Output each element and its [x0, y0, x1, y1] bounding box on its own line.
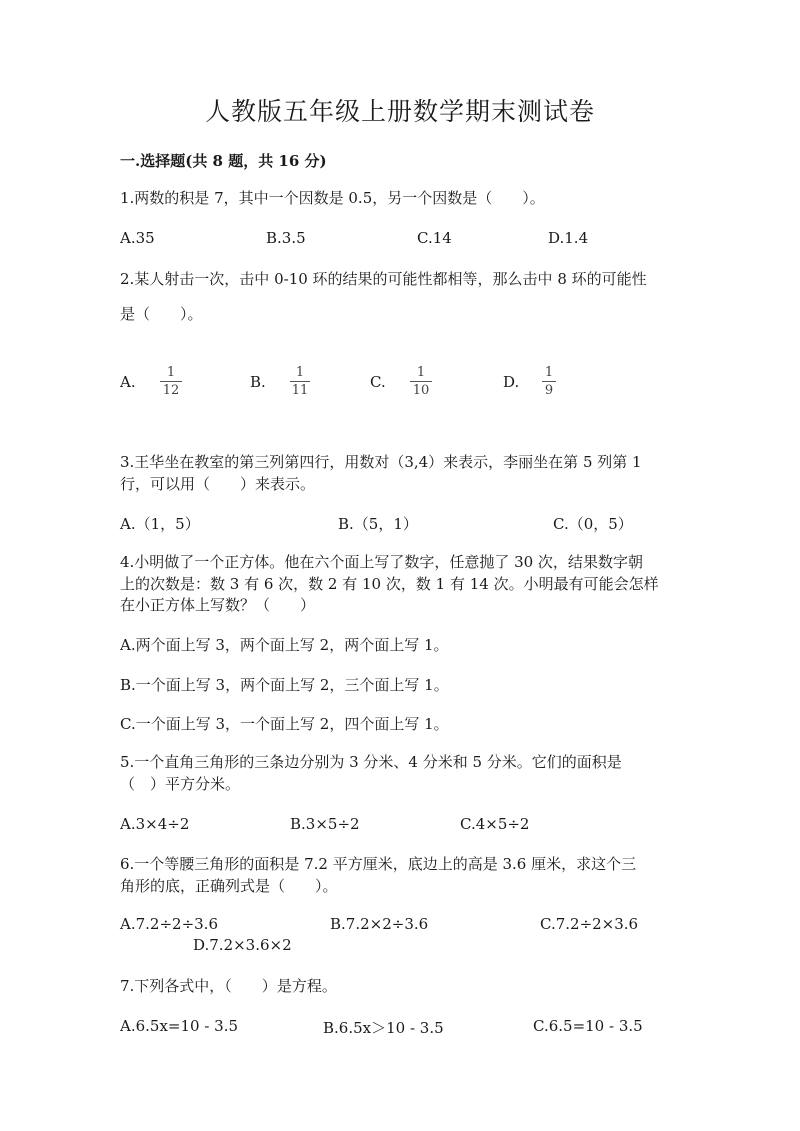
q5-option-c: C.4×5÷2	[460, 815, 530, 833]
q7-option-a: A.6.5x=10 - 3.5	[120, 1017, 239, 1035]
fraction-denominator: 10	[412, 383, 430, 398]
q7-option-c: C.6.5=10 - 3.5	[533, 1017, 643, 1035]
fraction-bar	[160, 381, 182, 382]
question-1: 1.两数的积是 7，其中一个因数是 0.5，另一个因数是（ ）。	[120, 189, 545, 207]
q1-option-c: C.14	[417, 229, 452, 247]
q3-option-c: C.（0，5）	[553, 515, 633, 533]
q2-option-c-label: C.	[370, 373, 386, 391]
question-5-line-1: 5.一个直角三角形的三条边分别为 3 分米、4 分米和 5 分米。它们的面积是	[120, 753, 622, 771]
q3-option-a: A.（1，5）	[120, 515, 200, 533]
question-3-line-1: 3.王华坐在教室的第三列第四行，用数对（3,4）来表示，李丽坐在第 5 列第 1	[120, 453, 642, 471]
q5-option-a: A.3×4÷2	[120, 815, 190, 833]
q4-option-c: C.一个面上写 3，一个面上写 2，四个面上写 1。	[120, 715, 449, 733]
q1-option-b: B.3.5	[266, 229, 306, 247]
q5-option-b: B.3×5÷2	[290, 815, 360, 833]
fraction-numerator: 1	[166, 365, 176, 380]
question-6-line-2: 角形的底，正确列式是（ ）。	[120, 877, 338, 895]
q6-option-c: C.7.2÷2×3.6	[540, 915, 639, 933]
q4-option-b: B.一个面上写 3，两个面上写 2，三个面上写 1。	[120, 676, 449, 694]
fraction-numerator: 1	[416, 365, 426, 380]
q2-option-d-label: D.	[503, 373, 520, 391]
q1-option-d: D.1.4	[548, 229, 589, 247]
fraction-bar	[542, 381, 556, 382]
q2-option-a-label: A.	[120, 373, 136, 391]
fraction-numerator: 1	[544, 365, 554, 380]
q6-option-b: B.7.2×2÷3.6	[330, 915, 429, 933]
q2-option-b-label: B.	[250, 373, 266, 391]
q4-option-a: A.两个面上写 3，两个面上写 2，两个面上写 1。	[120, 636, 449, 654]
section-heading: 一.选择题(共 8 题，共 16 分)	[120, 152, 327, 170]
page-title: 人教版五年级上册数学期末测试卷	[204, 97, 595, 126]
fraction-numerator: 1	[295, 365, 305, 380]
q3-option-b: B.（5，1）	[338, 515, 418, 533]
question-2-line-2: 是（ ）。	[120, 305, 203, 323]
q2-option-c-fraction	[410, 365, 432, 398]
question-2-line-1: 2.某人射击一次，击中 0-10 环的结果的可能性都相等，那么击中 8 环的可能性	[120, 270, 647, 288]
fraction-denominator: 9	[544, 383, 554, 398]
q6-option-d: D.7.2×3.6×2	[193, 936, 292, 954]
question-6-line-1: 6.一个等腰三角形的面积是 7.2 平方厘米，底边上的高是 3.6 厘米，求这个三	[120, 855, 637, 873]
fraction-bar	[410, 381, 432, 382]
q6-option-a: A.7.2÷2÷3.6	[120, 915, 218, 933]
q2-option-d-fraction	[542, 365, 556, 398]
q1-option-a: A.35	[120, 229, 155, 247]
question-4-line-2: 上的次数是：数 3 有 6 次，数 2 有 10 次，数 1 有 14 次。小明最有可能会怎样	[120, 575, 659, 593]
fraction-bar	[290, 381, 310, 382]
fraction-denominator: 12	[162, 383, 180, 398]
question-7: 7.下列各式中，（ ）是方程。	[120, 977, 337, 995]
q7-option-b: B.6.5x＞10 - 3.5	[323, 1019, 444, 1037]
fraction-denominator: 11	[291, 383, 309, 398]
q2-option-b-fraction	[290, 365, 310, 398]
question-4-line-3: 在小正方体上写数？（ ）	[120, 596, 316, 614]
question-3-line-2: 行，可以用（ ）来表示。	[120, 475, 316, 493]
q2-option-a-fraction	[160, 365, 182, 398]
question-4-line-1: 4.小明做了一个正方体。他在六个面上写了数字，任意抛了 30 次，结果数字朝	[120, 553, 643, 571]
question-5-line-2: （ ）平方分米。	[120, 775, 241, 793]
